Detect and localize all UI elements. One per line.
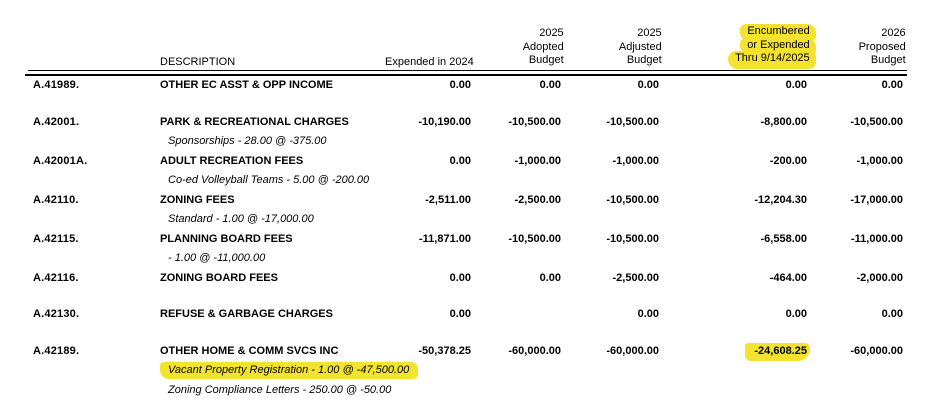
cell-expended-2024: -50,378.25 [418, 344, 471, 357]
column-header-encumbered-highlighted [662, 25, 810, 68]
cell-2026-proposed: 0.00 [881, 308, 903, 321]
table-row [0, 76, 936, 96]
account-description: PARK & RECREATIONAL CHARGES [160, 115, 349, 128]
cell-2026-proposed: -1,000.00 [856, 154, 903, 167]
cell-2025-adopted: -10,500.00 [508, 232, 561, 245]
column-header-2025-adopted-budget: 2025 Adopted Budget [522, 27, 564, 66]
cell-expended-2024: 0.00 [449, 79, 471, 92]
detail-row [0, 249, 936, 269]
cell-2025-adjusted: -10,500.00 [606, 232, 659, 245]
table-row [0, 341, 936, 361]
cell-expended-2024: 0.00 [449, 271, 471, 284]
cell-2025-adjusted: -1,000.00 [612, 154, 659, 167]
account-code: A.42110. [33, 193, 79, 206]
column-header-expended-2024: Expended in 2024 [385, 55, 474, 68]
cell-2025-adjusted: -60,000.00 [606, 344, 659, 357]
cell-encumbered: -12,204.30 [754, 193, 807, 206]
cell-2026-proposed: -11,000.00 [851, 232, 903, 245]
detail-text: Co-ed Volleyball Teams - 5.00 @ -200.00 [168, 174, 370, 187]
cell-encumbered: 0.00 [785, 308, 807, 321]
cell-2025-adopted: -10,500.00 [508, 115, 561, 128]
account-description: OTHER HOME & COMM SVCS INC [160, 344, 339, 357]
cell-encumbered: -200.00 [769, 154, 807, 167]
cell-2025-adjusted: 0.00 [637, 308, 659, 321]
cell-encumbered: -6,558.00 [760, 232, 807, 245]
account-description: PLANNING BOARD FEES [160, 232, 293, 245]
account-description: ADULT RECREATION FEES [160, 154, 304, 167]
cell-2025-adopted: -1,000.00 [514, 154, 561, 167]
cell-encumbered: 0.00 [785, 79, 807, 92]
cell-2026-proposed: -10,500.00 [850, 115, 903, 128]
cell-2025-adjusted: -10,500.00 [606, 115, 659, 128]
account-code: A.42115. [33, 232, 79, 245]
column-header-row [0, 25, 936, 68]
detail-row [0, 132, 936, 152]
cell-encumbered: -464.00 [769, 271, 807, 284]
cell-2025-adjusted: -10,500.00 [606, 193, 659, 206]
cell-expended-2024: 0.00 [449, 154, 471, 167]
detail-text: Sponsorships - 28.00 @ -375.00 [168, 135, 327, 148]
highlight-mark: or Expended [740, 38, 815, 54]
account-description: ZONING FEES [160, 193, 235, 206]
account-description: OTHER EC ASST & OPP INCOME [160, 79, 333, 92]
account-code: A.41989. [33, 79, 80, 92]
account-code: A.42189. [33, 344, 80, 357]
detail-row [0, 380, 936, 400]
column-header-description: DESCRIPTION [160, 55, 236, 68]
account-code: A.42001A. [33, 154, 88, 167]
cell-2026-proposed: -2,000.00 [856, 271, 903, 284]
highlight-mark: Thru 9/14/2025 [728, 51, 816, 69]
account-description: ZONING BOARD FEES [160, 271, 278, 284]
table-row [0, 268, 936, 288]
detail-text: - 1.00 @ -11,000.00 [168, 252, 266, 265]
cell-expended-2024: 0.00 [449, 308, 471, 321]
cell-2025-adjusted: 0.00 [637, 79, 659, 92]
header-divider-thin [28, 70, 907, 71]
detail-row [0, 171, 936, 191]
column-header-2026-proposed-budget: 2026 Proposed Budget [858, 27, 906, 66]
account-description: REFUSE & GARBAGE CHARGES [160, 308, 333, 321]
cell-2025-adjusted: -2,500.00 [612, 271, 659, 284]
account-code: A.42130. [33, 308, 80, 321]
detail-row [0, 210, 936, 230]
detail-text: Vacant Property Registration - 1.00 @ -47,500.00 [160, 362, 418, 379]
cell-2025-adopted: 0.00 [539, 79, 561, 92]
cell-2026-proposed: -17,000.00 [850, 193, 903, 206]
highlight-mark: Encumbered [740, 24, 815, 40]
cell-expended-2024: -11,871.00 [419, 232, 471, 245]
table-body [0, 76, 936, 400]
cell-2025-adopted: -2,500.00 [514, 193, 561, 206]
cell-2025-adopted: -60,000.00 [508, 344, 561, 357]
account-code: A.42116. [33, 271, 79, 284]
detail-text: Zoning Compliance Letters - 250.00 @ -50.00 [168, 383, 392, 396]
cell-encumbered: -8,800.00 [760, 115, 807, 128]
table-row [0, 229, 936, 249]
cell-expended-2024: -10,190.00 [418, 115, 471, 128]
table-row [0, 305, 936, 325]
table-row [0, 112, 936, 132]
table-header [0, 0, 936, 76]
table-row [0, 151, 936, 171]
detail-text: Standard - 1.00 @ -17,000.00 [168, 213, 314, 226]
column-header-2025-adjusted-budget: 2025 Adjusted Budget [618, 27, 662, 66]
cell-2026-proposed: 0.00 [881, 79, 903, 92]
cell-expended-2024: -2,511.00 [425, 193, 471, 206]
account-code: A.42001. [33, 115, 80, 128]
cell-2026-proposed: -60,000.00 [850, 344, 903, 357]
cell-2025-adopted: 0.00 [539, 271, 561, 284]
detail-row [0, 361, 936, 381]
cell-encumbered: -24,608.25 [745, 343, 810, 361]
table-row [0, 190, 936, 210]
